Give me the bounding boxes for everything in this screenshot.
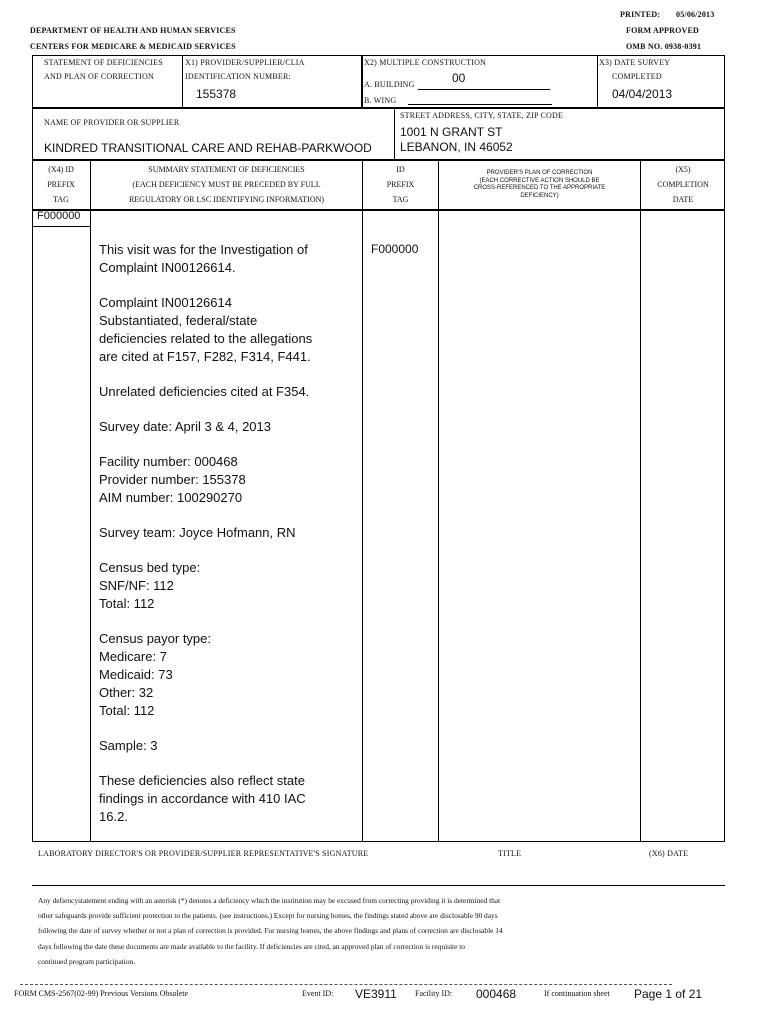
prefix-tag-underline — [32, 226, 90, 227]
divider — [394, 108, 395, 160]
centers-title: CENTERS FOR MEDICARE & MEDICAID SERVICES — [30, 42, 236, 51]
summary-line: findings in accordance with 410 IAC — [99, 791, 306, 806]
disclaimer-line: days following the date these documents are made available to the facility. If deficiencies are cited, an approved plan of correction is requisite to — [38, 941, 465, 951]
form-approved: FORM APPROVED — [626, 26, 700, 35]
signature-rule — [32, 885, 725, 886]
summary-line: Survey team: Joyce Hofmann, RN — [99, 525, 296, 540]
summary-line: Total: 112 — [99, 596, 155, 611]
department-title: DEPARTMENT OF HEALTH AND HUMAN SERVICES — [30, 26, 236, 35]
summary-line: This visit was for the Investigation of — [99, 242, 308, 257]
summary-line: Census payor type: — [99, 631, 212, 646]
summary-line: Survey date: April 3 & 4, 2013 — [99, 419, 271, 434]
building-value: 00 — [452, 71, 466, 85]
summary-paragraph — [99, 737, 361, 755]
column-divider-1 — [90, 160, 91, 842]
address-label: STREET ADDRESS, CITY, STATE, ZIP CODE — [400, 111, 564, 120]
x3-label-2: COMPLETED — [612, 72, 662, 81]
summary-line: Medicare: 7 — [99, 649, 167, 664]
survey-date-value: 04/04/2013 — [612, 87, 673, 101]
id-tag: F000000 — [371, 242, 419, 256]
column-divider-4 — [640, 160, 641, 842]
column-divider-2 — [362, 160, 363, 842]
summary-line: Facility number: 000468 — [99, 454, 238, 469]
summary-line: deficiencies related to the allegations — [99, 331, 313, 346]
summary-paragraph — [99, 630, 361, 720]
summary-column-header: SUMMARY STATEMENT OF DEFICIENCIES (EACH DEFICIENCY MUST BE PRECEDED BY FULL REGULATORY OR LSC IDENTIFYING INFORMATION) — [128, 165, 325, 204]
summary-paragraph — [99, 453, 361, 507]
summary-line: Unrelated deficiencies cited at F354. — [99, 384, 310, 399]
provider-name-value: KINDRED TRANSITIONAL CARE AND REHAB-PARKWOOD — [44, 141, 372, 155]
provider-name-label: NAME OF PROVIDER OR SUPPLIER — [44, 118, 180, 127]
continuation-label: If continuation sheet — [544, 989, 610, 998]
summary-line: Complaint IN00126614 — [99, 295, 232, 310]
printed-date: 05/06/2013 — [676, 10, 715, 19]
date-label: (X6) DATE — [649, 849, 689, 858]
summary-line: Provider number: 155378 — [99, 472, 246, 487]
summary-paragraph — [99, 559, 361, 613]
event-id-label: Event ID: — [302, 989, 334, 998]
summary-line: Total: 112 — [99, 703, 155, 718]
facility-id-label: Facility ID: — [415, 989, 453, 998]
provider-id-value: 155378 — [196, 87, 237, 101]
address-line-1: 1001 N GRANT ST — [400, 125, 503, 139]
summary-line: 16.2. — [99, 809, 128, 824]
building-label: A. BUILDING — [364, 80, 415, 89]
signature-label: LABORATORY DIRECTOR'S OR PROVIDER/SUPPLIER REPRESENTATIVE'S SIGNATURE — [38, 849, 369, 858]
summary-line: Medicaid: 73 — [99, 667, 173, 682]
summary-paragraph — [99, 524, 361, 542]
summary-paragraph — [99, 772, 361, 826]
x4-column-header: (X4) ID PREFIX TAG — [47, 165, 75, 204]
x2-label: X2) MULTIPLE CONSTRUCTION — [364, 58, 487, 67]
plan-of-correction-header: PROVIDER'S PLAN OF CORRECTION (EACH CORRECTIVE ACTION SHOULD BE CROSS-REFERENCED TO THE APPROPRIATE DEFICIENCY) — [473, 170, 606, 199]
summary-paragraph — [99, 241, 361, 277]
disclaimer-line: Any defiencystatement ending with an asterisk (*) denotes a deficiency which the institution may be excused from correcting providing it is determined that — [38, 896, 501, 905]
x1-label-2: IDENTIFICATION NUMBER: — [185, 72, 291, 81]
form-number: FORM CMS-2567(02-99) Previous Versions Obsolete — [14, 989, 189, 998]
x1-label-1: X1) PROVIDER/SUPPLIER/CLIA — [185, 58, 305, 67]
page-number: Page 1 of 21 — [634, 987, 703, 1001]
statement-label-2: AND PLAN OF CORRECTION — [44, 72, 154, 81]
event-id-value: VE3911 — [355, 987, 397, 1001]
summary-paragraph — [99, 383, 361, 401]
disclaimer-line: continued program participation. — [38, 956, 136, 966]
title-label: TITLE — [498, 849, 522, 858]
column-divider-3 — [438, 160, 439, 842]
summary-paragraph — [99, 294, 361, 366]
summary-statement — [99, 241, 361, 843]
facility-id-value: 000468 — [476, 987, 517, 1001]
summary-line: These deficiencies also reflect state — [99, 773, 305, 788]
wing-underline — [408, 104, 552, 105]
summary-line: AIM number: 100290270 — [99, 490, 243, 505]
id-column-header: ID PREFIX TAG — [386, 165, 415, 204]
summary-paragraph — [99, 418, 361, 436]
footer-rule — [20, 984, 672, 985]
summary-line: Other: 32 — [99, 685, 154, 700]
x5-column-header: (X5) COMPLETION DATE — [657, 165, 709, 204]
printed-label: PRINTED: — [620, 10, 661, 19]
prefix-tag: F000000 — [37, 210, 81, 222]
address-line-2: LEBANON, IN 46052 — [400, 140, 513, 154]
summary-line: Sample: 3 — [99, 738, 158, 753]
disclaimer-line: following the date of survey whether or not a plan of correction is provided. For nursing homes, the above findings and plans of correction are disclosable 14 — [38, 926, 503, 936]
disclaimer-line: other safeguards provide sufficient protection to the patients. (see instructions.) Except for nursing homes, the findings stated above are disclosable 90 days — [38, 911, 498, 921]
divider — [182, 55, 183, 108]
wing-label: B. WING — [364, 96, 397, 105]
disclaimer-text — [38, 893, 718, 969]
summary-line: Census bed type: — [99, 560, 201, 575]
summary-line: are cited at F157, F282, F314, F441. — [99, 349, 311, 364]
building-underline — [418, 89, 550, 90]
omb-number: OMB NO. 0938-0391 — [626, 42, 702, 51]
summary-line: Substantiated, federal/state — [99, 313, 258, 328]
x3-label-1: X3) DATE SURVEY — [599, 58, 671, 67]
statement-label-1: STATEMENT OF DEFICIENCIES — [44, 58, 163, 67]
summary-line: SNF/NF: 112 — [99, 578, 174, 593]
summary-line: Complaint IN00126614. — [99, 260, 236, 275]
